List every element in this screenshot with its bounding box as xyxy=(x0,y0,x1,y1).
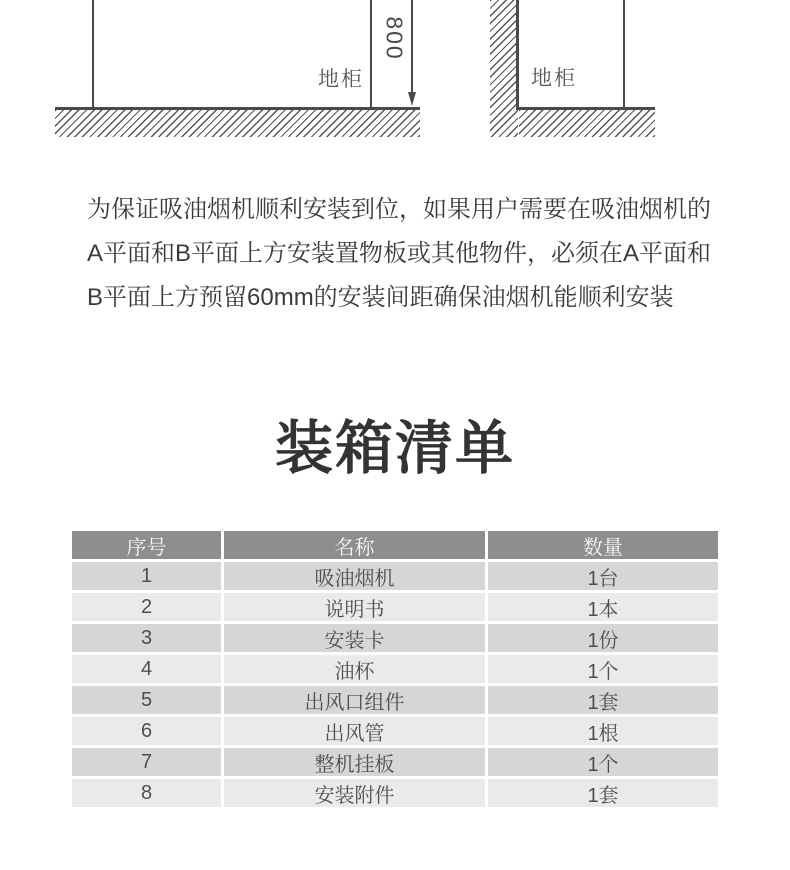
cell-no: 7 xyxy=(72,748,221,776)
cell-no: 4 xyxy=(72,655,221,683)
dimension-label-800 xyxy=(372,8,416,68)
cabinet-label-right: 地柜 xyxy=(531,66,577,90)
cell-name: 吸油烟机 xyxy=(224,562,485,590)
header-name: 名称 xyxy=(224,531,485,559)
note-line-3: B平面上方预留60mm的安装间距确保油烟机能顺利安装 xyxy=(87,284,674,311)
cell-no: 6 xyxy=(72,717,221,745)
floor-hatch-left xyxy=(55,107,420,137)
installation-note xyxy=(87,188,730,320)
note-line-1: 为保证吸油烟机顺利安装到位，如果用户需要在吸油烟机的 xyxy=(87,196,711,223)
cell-qty: 1个 xyxy=(488,748,718,776)
cell-no: 8 xyxy=(72,779,221,807)
cell-name: 安装卡 xyxy=(224,624,485,652)
cell-no: 1 xyxy=(72,562,221,590)
dimension-arrow-down-icon xyxy=(408,92,416,106)
cell-qty: 1套 xyxy=(488,779,718,807)
packing-table xyxy=(72,531,718,807)
wall-inner-line xyxy=(516,0,519,110)
cell-qty: 1个 xyxy=(488,655,718,683)
cell-name: 安装附件 xyxy=(224,779,485,807)
cell-no: 2 xyxy=(72,593,221,621)
note-line-2: A平面和B平面上方安装置物板或其他物件，必须在A平面和 xyxy=(87,240,712,267)
header-qty: 数量 xyxy=(488,531,718,559)
dimension-value: 800 xyxy=(381,15,408,61)
cell-name: 油杯 xyxy=(224,655,485,683)
packing-list-title: 装箱清单 xyxy=(274,416,515,481)
cell-no: 3 xyxy=(72,624,221,652)
cell-name: 说明书 xyxy=(224,593,485,621)
cell-name: 整机挂板 xyxy=(224,748,485,776)
cell-qty: 1套 xyxy=(488,686,718,714)
cell-qty: 1份 xyxy=(488,624,718,652)
installation-diagram xyxy=(0,0,790,160)
floor-hatch-right xyxy=(519,107,655,137)
cabinet-line-left-1 xyxy=(92,0,94,107)
header-no: 序号 xyxy=(72,531,221,559)
cell-qty: 1本 xyxy=(488,593,718,621)
cell-qty: 1台 xyxy=(488,562,718,590)
wall-hatch-right xyxy=(490,0,518,137)
cell-name: 出风口组件 xyxy=(224,686,485,714)
cabinet-line-right xyxy=(623,0,625,107)
cabinet-label-left: 地柜 xyxy=(318,67,364,91)
cell-qty: 1根 xyxy=(488,717,718,745)
cell-no: 5 xyxy=(72,686,221,714)
cell-name: 出风管 xyxy=(224,717,485,745)
